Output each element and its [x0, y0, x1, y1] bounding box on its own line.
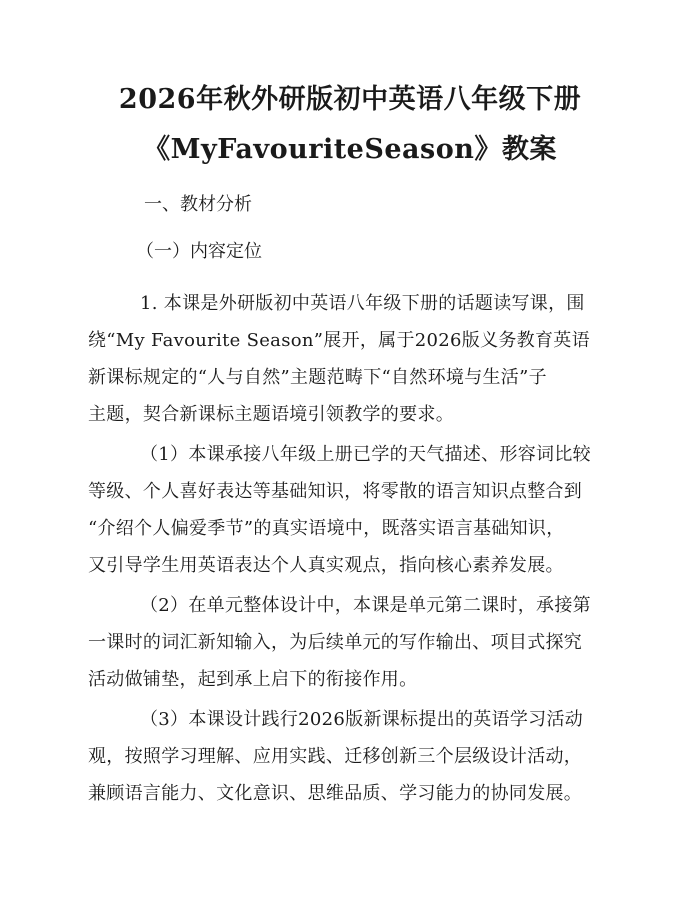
section-heading: 一、教材分析 [144, 194, 252, 215]
subsection-heading: （一）内容定位 [136, 241, 262, 262]
paragraph-line: （3）本课设计践行2026版新课标提出的英语学习活动 [140, 709, 584, 730]
paragraph-line: 主题，契合新课标主题语境引领教学的要求。 [88, 404, 454, 425]
paragraph-line: （2）在单元整体设计中，本课是单元第二课时，承接第 [140, 595, 591, 616]
paragraph-line: （1）本课承接八年级上册已学的天气描述、形容词比较 [140, 444, 591, 465]
paragraph-line: 兼顾语言能力、文化意识、思维品质、学习能力的协同发展。 [88, 783, 583, 804]
document-title-line-1: 2026年秋外研版初中英语八年级下册 [118, 84, 582, 115]
paragraph-content-positioning [88, 285, 606, 433]
document-title-line-2: 《MyFavouriteSeason》教案 [143, 134, 557, 165]
paragraph-point-3 [88, 701, 606, 812]
paragraph-line: 绕“My Favourite Season”展开，属于2026版义务教育英语 [88, 330, 590, 351]
paragraph-point-2 [88, 587, 606, 698]
paragraph-line: 活动做铺垫，起到承上启下的衔接作用。 [88, 669, 418, 690]
paragraph-line: 1. 本课是外研版初中英语八年级下册的话题读写课，围 [140, 293, 585, 314]
paragraph-line: 新课标规定的“人与自然”主题范畴下“自然环境与生活”子 [88, 367, 547, 388]
paragraph-line: 一课时的词汇新知输入，为后续单元的写作输出、项目式探究 [88, 632, 583, 653]
paragraph-line: 又引导学生用英语表达个人真实观点，指向核心素养发展。 [88, 555, 564, 576]
paragraph-line: 观，按照学习理解、应用实践、迁移创新三个层级设计活动， [88, 746, 583, 767]
paragraph-point-1 [88, 436, 606, 584]
paragraph-line: “介绍个人偏爱季节”的真实语境中，既落实语言基础知识， [88, 518, 565, 539]
paragraph-line: 等级、个人喜好表达等基础知识，将零散的语言知识点整合到 [88, 481, 583, 502]
